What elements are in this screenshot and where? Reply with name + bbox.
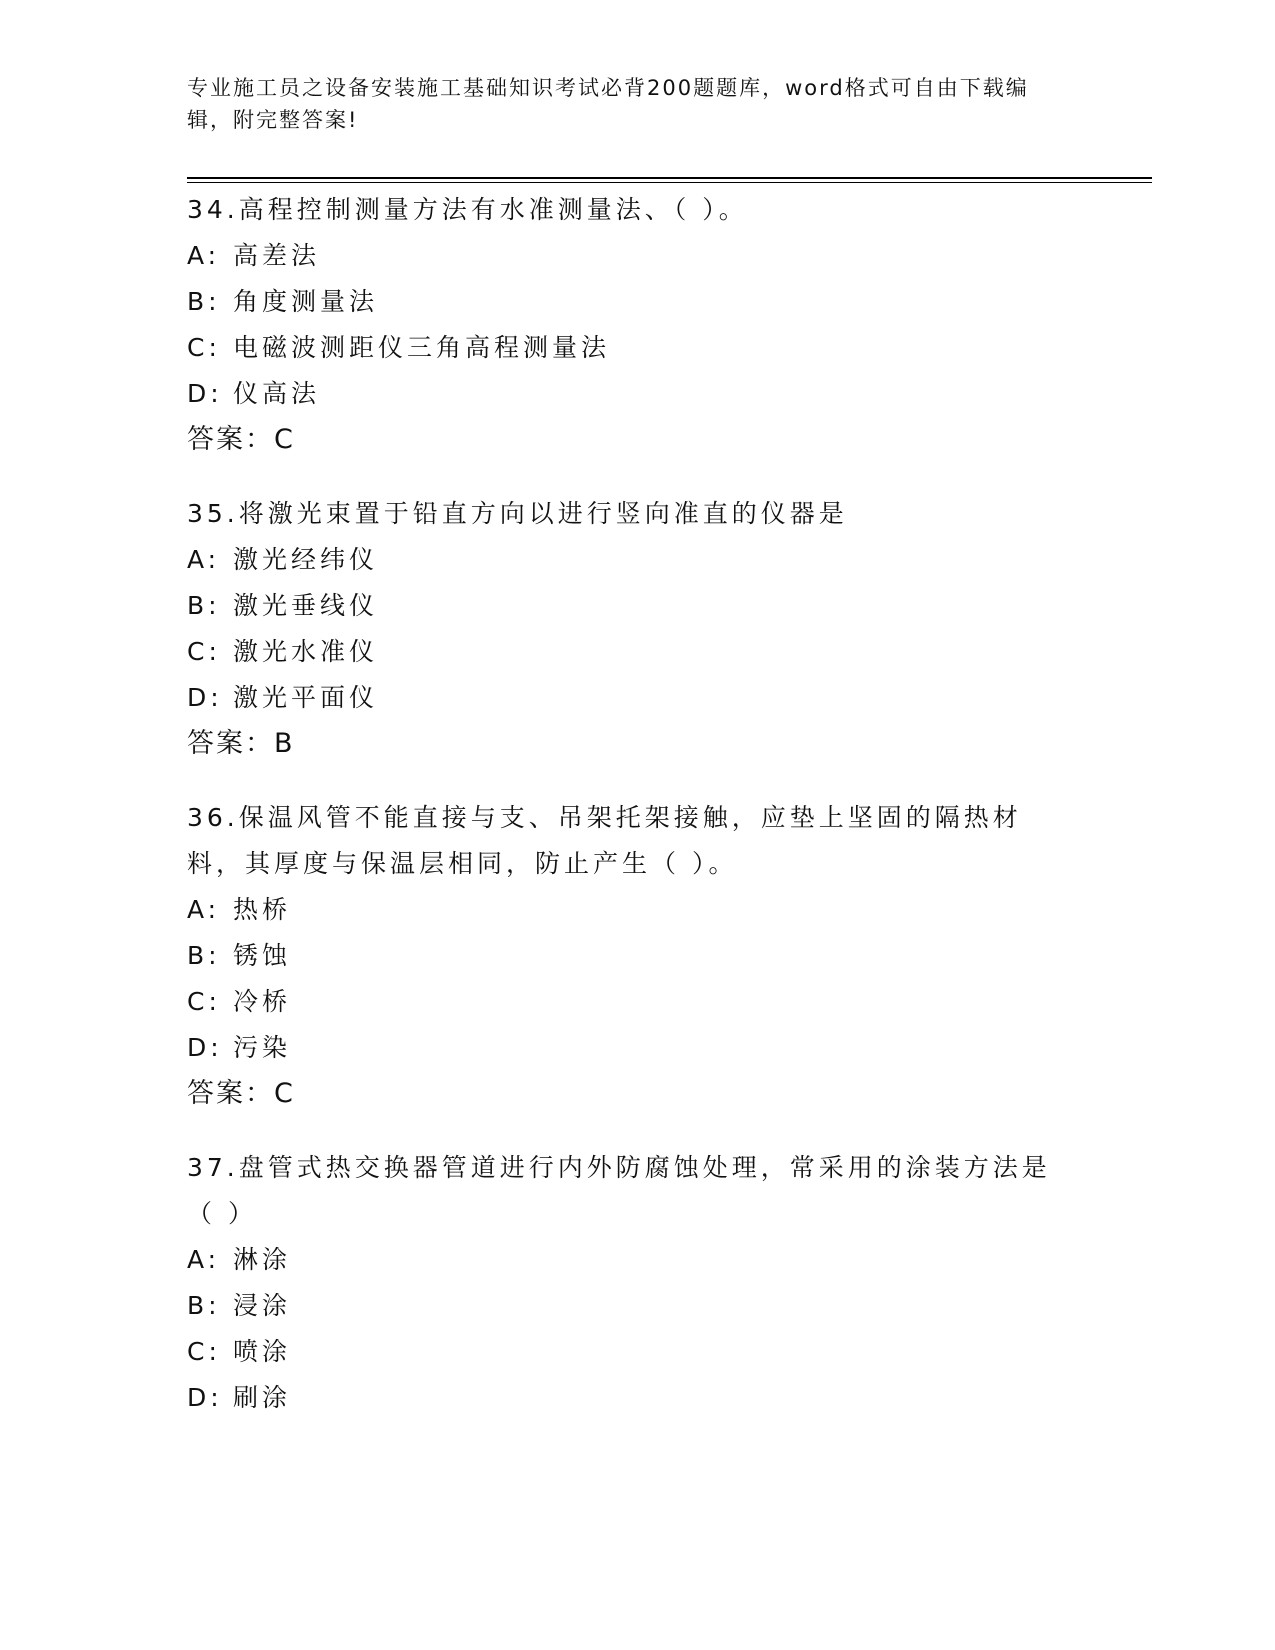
option-text: 电磁波测距仪三角高程测量法 <box>233 333 611 362</box>
option-letter: A: <box>187 545 221 574</box>
option-letter: B: <box>187 591 221 620</box>
option-text: 高差法 <box>233 241 321 270</box>
option-text: 激光平面仪 <box>233 683 379 712</box>
option-letter: C: <box>187 333 221 362</box>
answer-line: 答案：C <box>187 1078 295 1109</box>
option-letter: C: <box>187 1337 221 1366</box>
option-a <box>187 887 1087 933</box>
option-letter: D: <box>187 1033 223 1062</box>
option-letter: A: <box>187 241 221 270</box>
option-letter: C: <box>187 637 221 666</box>
option-letter: D: <box>187 379 223 408</box>
question-34 <box>187 187 1087 463</box>
question-stem: 34.高程控制测量方法有水准测量法、（ ）。 <box>187 195 748 224</box>
option-b <box>187 279 1087 325</box>
option-text: 激光垂线仪 <box>233 591 379 620</box>
option-text: 喷涂 <box>233 1337 292 1366</box>
answer-line: 答案：C <box>187 424 295 455</box>
option-d <box>187 371 1087 417</box>
option-b <box>187 1283 1087 1329</box>
option-text: 激光水准仪 <box>233 637 379 666</box>
question-stem: 36.保温风管不能直接与支、吊架托架接触，应垫上坚固的隔热材料，其厚度与保温层相同，防止产生（ ）。 <box>187 803 1022 878</box>
option-d <box>187 1025 1087 1071</box>
answer-line: 答案：B <box>187 728 295 759</box>
option-a <box>187 1237 1087 1283</box>
option-letter: B: <box>187 941 221 970</box>
option-letter: D: <box>187 1383 223 1412</box>
option-text: 激光经纬仪 <box>233 545 379 574</box>
option-text: 淋涂 <box>233 1245 292 1274</box>
question-list <box>187 187 1087 1449</box>
option-text: 浸涂 <box>233 1291 292 1320</box>
option-text: 污染 <box>233 1033 292 1062</box>
question-36 <box>187 795 1087 1117</box>
option-letter: B: <box>187 1291 221 1320</box>
option-letter: A: <box>187 895 221 924</box>
document-header: 专业施工员之设备安装施工基础知识考试必背200题题库，word格式可自由下载编辑，附完整答案! <box>187 76 1029 132</box>
option-text: 角度测量法 <box>233 287 379 316</box>
option-text: 热桥 <box>233 895 292 924</box>
option-c <box>187 629 1087 675</box>
option-letter: D: <box>187 683 223 712</box>
option-text: 锈蚀 <box>233 941 292 970</box>
option-letter: C: <box>187 987 221 1016</box>
question-stem: 37.盘管式热交换器管道进行内外防腐蚀处理，常采用的涂装方法是（ ） <box>187 1153 1051 1228</box>
option-text: 冷桥 <box>233 987 292 1016</box>
option-letter: B: <box>187 287 221 316</box>
option-d <box>187 1375 1087 1421</box>
question-stem: 35.将激光束置于铅直方向以进行竖向准直的仪器是 <box>187 499 848 528</box>
option-text: 仪高法 <box>233 379 321 408</box>
question-37 <box>187 1145 1087 1421</box>
header-divider-thick <box>187 177 1152 179</box>
option-d <box>187 675 1087 721</box>
option-a <box>187 537 1087 583</box>
option-a <box>187 233 1087 279</box>
option-letter: A: <box>187 1245 221 1274</box>
option-b <box>187 933 1087 979</box>
option-text: 刷涂 <box>233 1383 292 1412</box>
header-divider-thin <box>187 182 1152 183</box>
option-c <box>187 1329 1087 1375</box>
option-c <box>187 979 1087 1025</box>
option-c <box>187 325 1087 371</box>
option-b <box>187 583 1087 629</box>
question-35 <box>187 491 1087 767</box>
